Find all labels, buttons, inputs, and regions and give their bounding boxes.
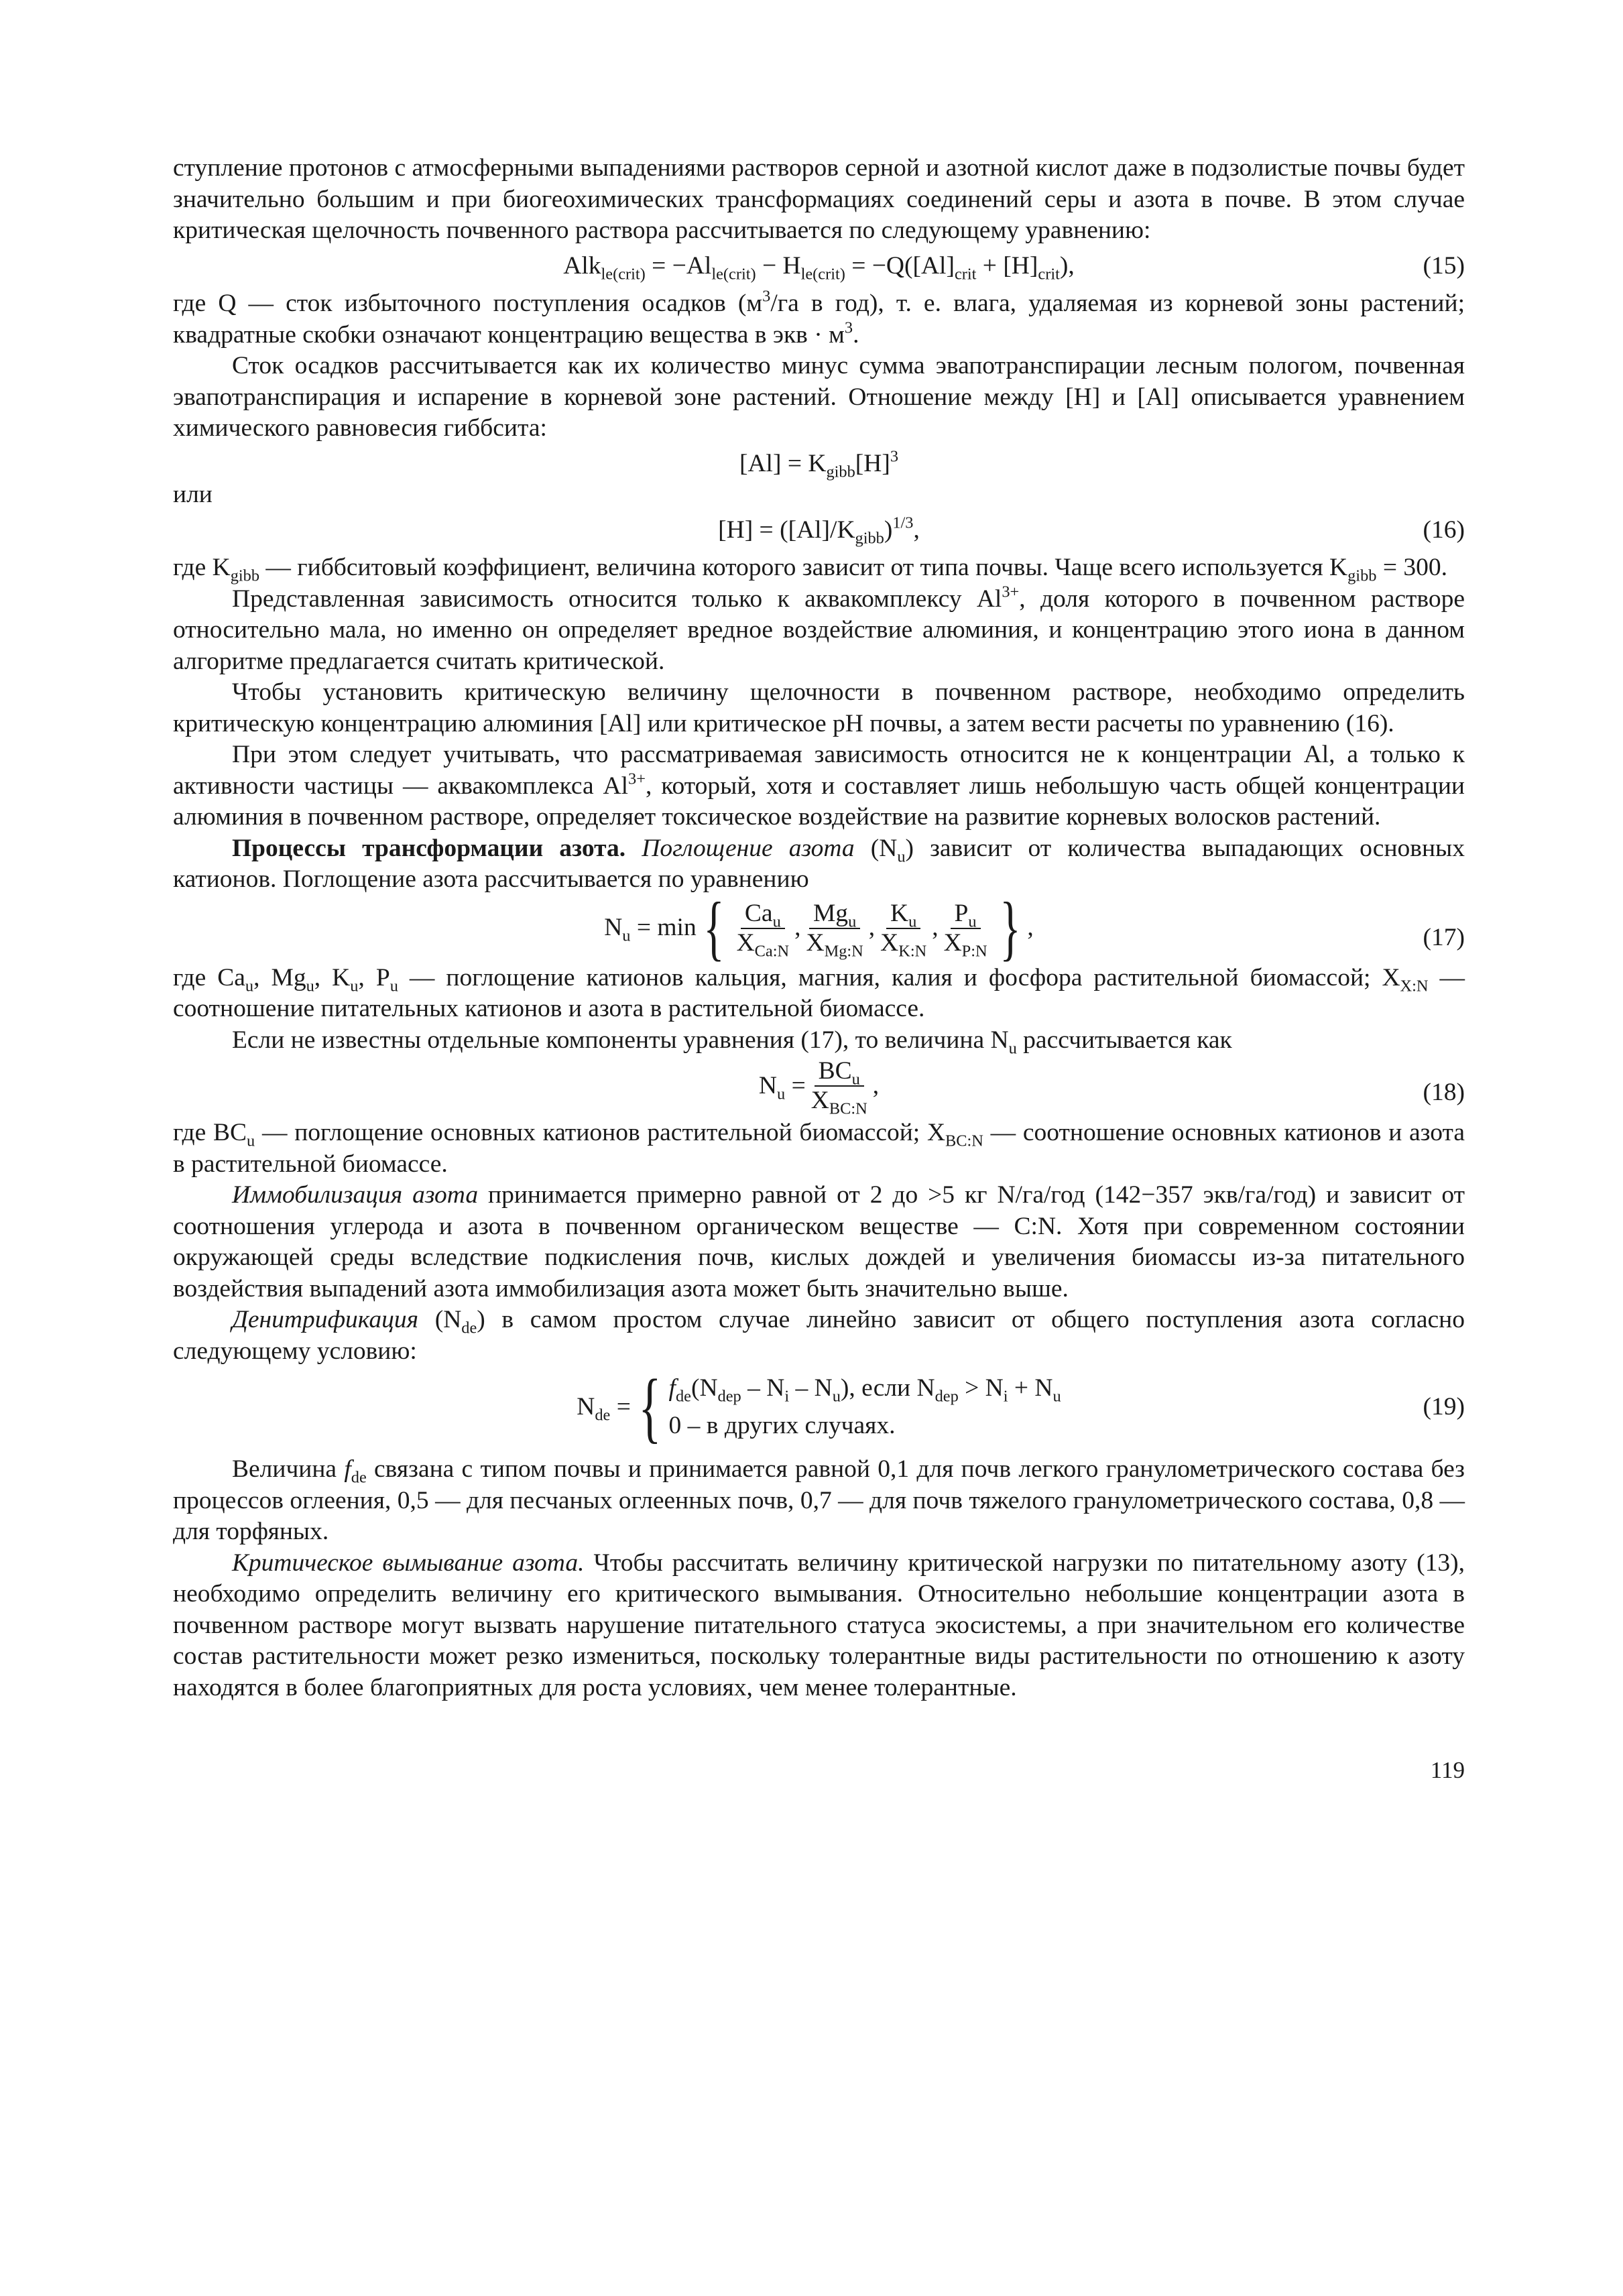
page-body: [173, 153, 1465, 1783]
equation-16a-body: $[Al] = K_{gibb}[H]^3$: [739, 446, 899, 481]
paragraph-14: Величина $f_{de}$ связана с типом почвы и принимается равной 0,1 для почв легкого гранулометрического состава без процессов оглеения, 0,5 — для песчаных оглеенных почв, 0,7 — для почв тяжелого гранулометрического состава, 0,8 — для торфяных.: [173, 1455, 1465, 1545]
equation-15-body: $Alk_{le(crit)} = -Al_{le(crit)} - H_{le(crit)} = -Q([Al]_{crit} + [H]_{crit})$,: [563, 251, 1075, 284]
paragraph-3: Сток осадков рассчитывается как их количество минус сумма эвапотранспирации лесным пологом, почвенная эвапотранспирация и испарение в корневой зоне растений. Отношение между [H] и [Al] описывается уравнением химического равновесия гиббсита:: [173, 352, 1465, 442]
paragraph-5: Представленная зависимость относится только к аквакомплексу $Al^{3+}$, доля которого в почвенном растворе относительно мала, но именно он определяет вредное воздействие алюминия, и концентрацию этого иона в данном алгоритме предлагается считать критической.: [173, 582, 1465, 675]
paragraph-12: Иммобилизация азота принимается примерно равной от 2 до >5 кг N/га/год (142−357 экв/га/год) и зависит от соотношения углерода и азота в почвенном органическом веществе — C:N. Хотя при современном состоянии окружающей среды вследствие подкисления почв, кислых дождей и увеличения биомассы из-за питательного воздействия выпадений азота иммобилизация азота может быть значительно выше.: [173, 1181, 1465, 1303]
paragraph-9: где $Ca_u$, $Mg_u$, $K_u$, $P_u$ — поглощение катионов кальция, магния, калия и фосфора растительной биомассой; $X_{X:N}$ — соотношение питательных катионов и азота в растительной биомассе.: [173, 963, 1465, 1022]
page-number: 119: [1430, 1757, 1465, 1783]
equation-18: [173, 1057, 1465, 1118]
equation-16a: [173, 448, 1465, 480]
equation-17: [173, 888, 1465, 968]
paragraph-2: где Q — сток избыточного поступления осадков ($м^3/га$ в год), т. е. влага, удаляемая из корневой зоны растений; квадратные скобки означают концентрацию вещества в экв · $м^3$.: [173, 287, 1465, 349]
paragraph-10: Если не известны отдельные компоненты уравнения (17), то величина $N_u$ рассчитывается как: [232, 1026, 1232, 1058]
paragraph-15: Критическое вымывание азота. Чтобы рассчитать величину критической нагрузки по питательному азоту (13), необходимо определить величину его критического вымывания. Относительно небольшие концентрации азота в почвенном растворе могут вызвать нарушение питательного статуса экосистемы, а при значительном его количестве состав растительности может резко измениться, поскольку толерантные виды растительности по отношению к азоту находятся в более благоприятных для роста условиях, чем менее толерантные.: [173, 1549, 1465, 1701]
equation-16-body: $[H] = ([Al]/K_{gibb})^{1/3}$,: [718, 513, 920, 548]
paragraph-4: где $K_{gibb}$ — гиббситовый коэффициент, величина которого зависит от типа почвы. Чаще всего используется $K_{gibb} = 300$.: [173, 554, 1447, 585]
equation-19: [173, 1363, 1465, 1451]
paragraph-7: При этом следует учитывать, что рассматриваемая зависимость относится не к концентрации Al, а только к активности частицы — аквакомплекса $Al^{3+}$, который, хотя и составляет лишь небольшую часть общей концентрации алюминия в почвенном растворе, определяет токсическое воздействие на развитие корневых волосков растений.: [173, 741, 1465, 831]
paragraph-1: ступление протонов с атмосферными выпадениями растворов серной и азотной кислот даже в подзолистые почвы будет значительно большим и при биогеохимических трансформациях соединений серы и азота в почве. В этом случае критическая щелочность почвенного раствора рассчитывается по следующему уравнению:: [173, 154, 1465, 244]
equation-19-number: (19): [1423, 1392, 1465, 1421]
paragraph-8: Процессы трансформации азота. Поглощение азота $(N_u)$ зависит от количества выпадающих основных катионов. Поглощение азота рассчитывается по уравнению: [173, 834, 1465, 893]
equation-16-number: (16): [1423, 516, 1465, 544]
equation-19-body: $N_{de}$ = { $f_{de}(N_{dep} - N_i - N_u)$, если $N_{dep} > N_i + N_u$ 0 – в других случаях.: [577, 1363, 1061, 1451]
equation-15-number: (15): [1423, 251, 1465, 280]
equation-17-number: (17): [1423, 923, 1465, 951]
equation-17-body: $N_u = \min$ { $\frac{Ca_u}{X_{Ca:N}}$ , $\frac{Mg_u}{X_{Mg:N}}$ , $\frac{K_u}{X_{K:N}}$ , $\frac{P_u}{X_{P:N}}$ } ,: [604, 888, 1034, 968]
equation-18-number: (18): [1423, 1079, 1465, 1106]
equation-15: [173, 251, 1465, 282]
or-word: или: [173, 481, 213, 508]
paragraph-6: Чтобы установить критическую величину щелочности в почвенном растворе, необходимо определить критическую концентрацию алюминия [Al] или критическое pH почвы, а затем вести расчеты по уравнению (16).: [173, 678, 1465, 737]
paragraph-13: Денитрификация $(N_{de})$ в самом простом случае линейно зависит от общего поступления азота согласно следующему условию:: [173, 1306, 1465, 1365]
equation-18-body: $N_u$ = $\frac{BC_u}{X_{BC:N}}$ ,: [758, 1057, 880, 1118]
equation-16: [173, 515, 1465, 546]
paragraph-11: где $BC_u$ — поглощение основных катионов растительной биомассой; $X_{BC:N}$ — соотношение основных катионов и азота в растительной биомассе.: [173, 1119, 1465, 1178]
